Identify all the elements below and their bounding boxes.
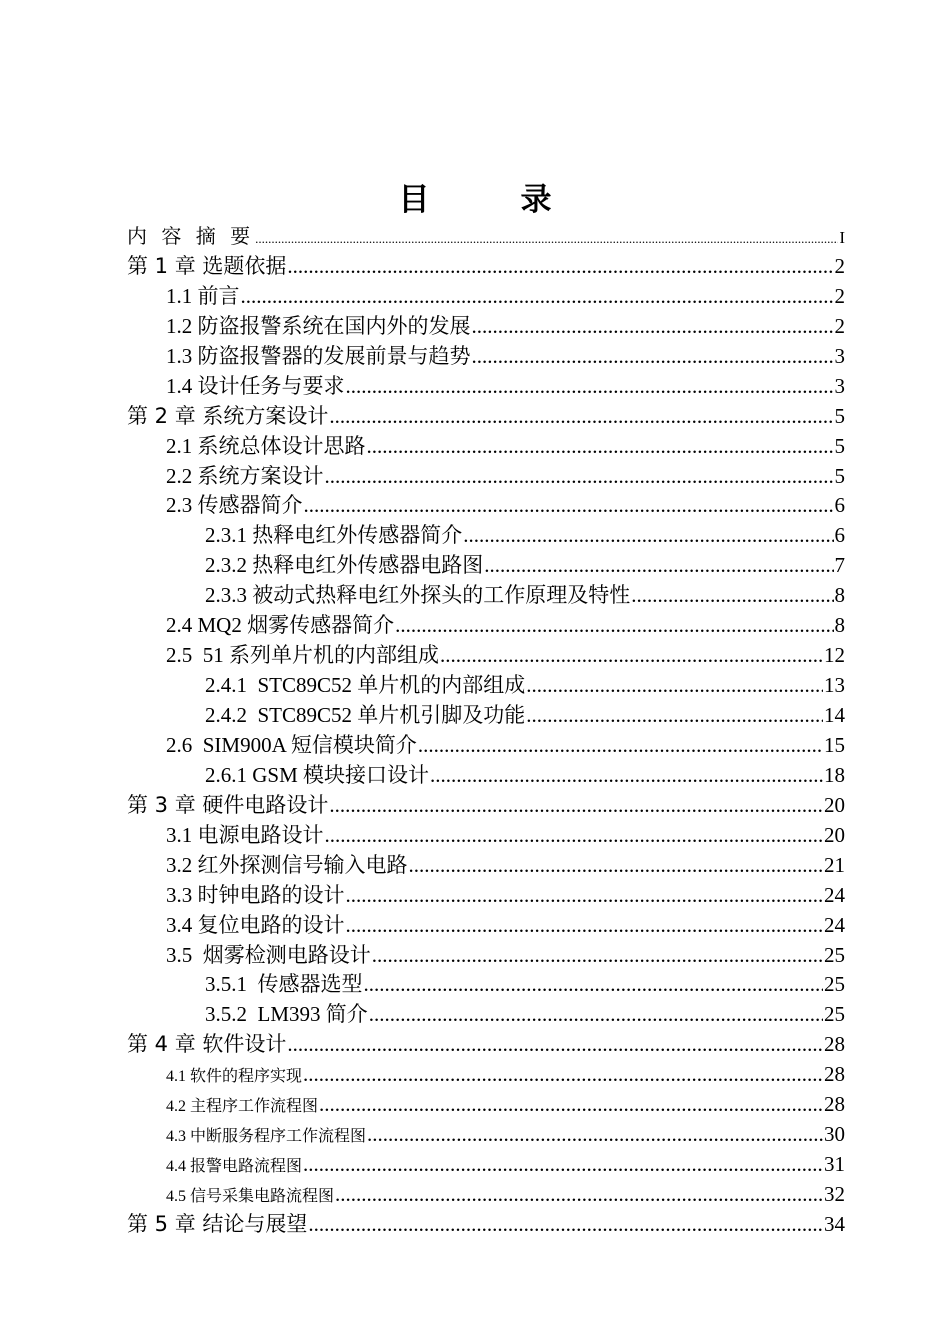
toc-entry-page: 8 — [834, 583, 845, 608]
toc-entry-page: 20 — [824, 822, 845, 847]
dot-leader — [364, 970, 824, 1000]
toc-entry-page: 34 — [824, 1211, 845, 1236]
toc-entry-page: 2 — [834, 283, 845, 308]
dot-leader — [303, 1060, 823, 1090]
toc-entry-page: 24 — [824, 882, 845, 907]
toc-entry-label: 第 1 章 选题依据 — [127, 253, 287, 278]
dot-leader — [319, 1090, 823, 1120]
toc-entry-label: 第 3 章 硬件电路设计 — [127, 792, 329, 817]
toc-entry-page: 31 — [824, 1152, 845, 1177]
table-of-contents — [0, 222, 950, 1240]
dot-leader — [325, 462, 834, 492]
toc-entry-page: 32 — [824, 1182, 845, 1206]
toc-entry-label: 4.2 主程序工作流程图 — [166, 1098, 319, 1116]
dot-leader — [346, 881, 824, 911]
toc-entry-page: 12 — [824, 643, 845, 668]
toc-entry-page: 25 — [824, 972, 845, 997]
dot-leader — [287, 252, 833, 282]
toc-entry-section[interactable] — [0, 1180, 950, 1210]
toc-entry-label: 3.5.2 LM393 简介 — [205, 1002, 368, 1027]
toc-entry-page: 2 — [834, 253, 845, 278]
toc-entry-label: 2.3.3 被动式热释电红外探头的工作原理及特性 — [205, 583, 631, 608]
toc-entry-chapter-2[interactable] — [0, 402, 950, 432]
toc-entry-section[interactable] — [0, 372, 950, 402]
toc-entry-label: 2.5 51 系列单片机的内部组成 — [166, 643, 439, 668]
toc-entry-section[interactable] — [0, 491, 950, 521]
toc-entry-label: 2.2 系统方案设计 — [166, 463, 324, 488]
toc-entry-label: 3.2 红外探测信号输入电路 — [166, 852, 408, 877]
toc-entry-subsection[interactable] — [0, 581, 950, 611]
toc-entry-page: 21 — [824, 852, 845, 877]
dot-leader — [631, 581, 833, 611]
toc-entry-page: 3 — [834, 373, 845, 398]
toc-entry-label: 第 5 章 结论与展望 — [127, 1211, 308, 1236]
dot-leader — [325, 821, 824, 851]
toc-entry-page: 6 — [834, 523, 845, 548]
toc-entry-section[interactable] — [0, 821, 950, 851]
toc-entry-label: 4.1 软件的程序实现 — [166, 1068, 303, 1086]
toc-entry-subsection[interactable] — [0, 551, 950, 581]
dot-leader — [472, 342, 834, 372]
toc-entry-chapter-3[interactable] — [0, 791, 950, 821]
toc-entry-section[interactable] — [0, 911, 950, 941]
toc-entry-subsection[interactable] — [0, 671, 950, 701]
toc-entry-label: 1.4 设计任务与要求 — [166, 373, 345, 398]
toc-entry-page: 18 — [824, 762, 845, 787]
dot-leader — [367, 432, 834, 462]
dot-leader — [526, 671, 823, 701]
toc-entry-section[interactable] — [0, 342, 950, 372]
toc-entry-label: 第 2 章 系统方案设计 — [127, 403, 329, 428]
dot-leader — [346, 911, 824, 941]
dot-leader — [335, 1180, 823, 1210]
toc-entry-section[interactable] — [0, 641, 950, 671]
toc-entry-label: 4.3 中断服务程序工作流程图 — [166, 1128, 367, 1146]
dot-leader — [308, 1210, 823, 1240]
toc-title: 目 录 — [398, 182, 582, 218]
toc-entry-section[interactable] — [0, 851, 950, 881]
toc-entry-label: 2.6.1 GSM 模块接口设计 — [205, 762, 430, 787]
dot-leader — [329, 791, 823, 821]
toc-entry-chapter-5[interactable] — [0, 1210, 950, 1240]
toc-entry-label: 3.1 电源电路设计 — [166, 822, 324, 847]
toc-entry-label: 第 4 章 软件设计 — [127, 1032, 287, 1057]
toc-entry-section[interactable] — [0, 312, 950, 342]
toc-entry-page: 13 — [824, 673, 845, 698]
dot-leader — [304, 491, 834, 521]
toc-entry-page: 6 — [834, 493, 845, 518]
toc-entry-section[interactable] — [0, 282, 950, 312]
toc-entry-subsection[interactable] — [0, 521, 950, 551]
toc-entry-page: 28 — [824, 1032, 845, 1057]
dot-leader — [241, 282, 834, 312]
toc-entry-label: 2.1 系统总体设计思路 — [166, 433, 366, 458]
dot-leader — [329, 402, 833, 432]
toc-entry-section[interactable] — [0, 432, 950, 462]
toc-entry-label: 1.3 防盗报警器的发展前景与趋势 — [166, 343, 471, 368]
toc-entry-page: 2 — [834, 313, 845, 338]
toc-entry-page: 3 — [834, 343, 845, 368]
toc-entry-subsection[interactable] — [0, 970, 950, 1000]
toc-entry-label: 内 容 摘 要 — [127, 224, 255, 248]
toc-entry-page: 8 — [834, 613, 845, 638]
toc-entry-section[interactable] — [0, 731, 950, 761]
toc-entry-label: 3.4 复位电路的设计 — [166, 912, 345, 937]
dot-leader — [395, 611, 833, 641]
toc-entry-page: 5 — [834, 403, 845, 428]
dot-leader — [255, 224, 838, 254]
toc-entry-subsection[interactable] — [0, 701, 950, 731]
dot-leader — [440, 641, 823, 671]
dot-leader — [472, 312, 834, 342]
dot-leader — [287, 1030, 823, 1060]
toc-entry-page: 28 — [824, 1092, 845, 1117]
toc-entry-label: 2.4 MQ2 烟雾传感器简介 — [166, 613, 395, 638]
toc-entry-subsection[interactable] — [0, 1000, 950, 1030]
toc-entry-section[interactable] — [0, 1060, 950, 1090]
toc-entry-label: 2.4.1 STC89C52 单片机的内部组成 — [205, 673, 526, 698]
toc-entry-page: 25 — [824, 942, 845, 967]
dot-leader — [463, 521, 833, 551]
toc-entry-label: 3.5 烟雾检测电路设计 — [166, 942, 371, 967]
dot-leader — [367, 1120, 823, 1150]
toc-entry-page: 20 — [824, 792, 845, 817]
toc-entry-page: 5 — [834, 463, 845, 488]
toc-entry-label: 1.2 防盗报警系统在国内外的发展 — [166, 313, 471, 338]
toc-entry-page: 24 — [824, 912, 845, 937]
toc-entry-label: 2.4.2 STC89C52 单片机引脚及功能 — [205, 703, 526, 727]
toc-entry-chapter-4[interactable] — [0, 1030, 950, 1060]
toc-entry-page: 30 — [824, 1122, 845, 1147]
dot-leader — [303, 1150, 823, 1180]
dot-leader — [409, 851, 824, 881]
toc-entry-subsection[interactable] — [0, 761, 950, 791]
toc-entry-section[interactable] — [0, 1090, 950, 1120]
toc-entry-label: 4.4 报警电路流程图 — [166, 1158, 303, 1176]
toc-entry-abstract[interactable] — [0, 222, 950, 252]
dot-leader — [346, 372, 834, 402]
toc-entry-section[interactable] — [0, 462, 950, 492]
dot-leader — [372, 941, 823, 971]
toc-entry-page: 25 — [824, 1002, 845, 1027]
toc-entry-section[interactable] — [0, 881, 950, 911]
dot-leader — [526, 701, 823, 731]
toc-entry-label: 3.3 时钟电路的设计 — [166, 882, 345, 907]
dot-leader — [369, 1000, 823, 1030]
toc-entry-page: 28 — [824, 1062, 845, 1087]
dot-leader — [484, 551, 833, 581]
dot-leader — [430, 761, 823, 791]
toc-entry-label: 2.3.1 热释电红外传感器简介 — [205, 523, 463, 548]
toc-entry-label: 3.5.1 传感器选型 — [205, 972, 363, 997]
toc-entry-section[interactable] — [0, 611, 950, 641]
toc-entry-section[interactable] — [0, 941, 950, 971]
dot-leader — [418, 731, 823, 761]
toc-entry-label: 2.3 传感器简介 — [166, 493, 303, 518]
toc-entry-page: 15 — [824, 732, 845, 757]
toc-entry-page: 7 — [834, 553, 845, 578]
toc-entry-page: I — [839, 228, 845, 247]
toc-entry-section[interactable] — [0, 1120, 950, 1150]
toc-entry-label: 2.6 SIM900A 短信模块简介 — [166, 732, 417, 757]
toc-entry-label: 4.5 信号采集电路流程图 — [166, 1188, 335, 1205]
toc-entry-section[interactable] — [0, 1150, 950, 1180]
toc-entry-chapter-1[interactable] — [0, 252, 950, 282]
toc-entry-label: 2.3.2 热释电红外传感器电路图 — [205, 553, 484, 578]
toc-entry-label: 1.1 前言 — [166, 283, 240, 308]
toc-entry-page: 5 — [834, 433, 845, 458]
toc-entry-page: 14 — [824, 703, 845, 727]
